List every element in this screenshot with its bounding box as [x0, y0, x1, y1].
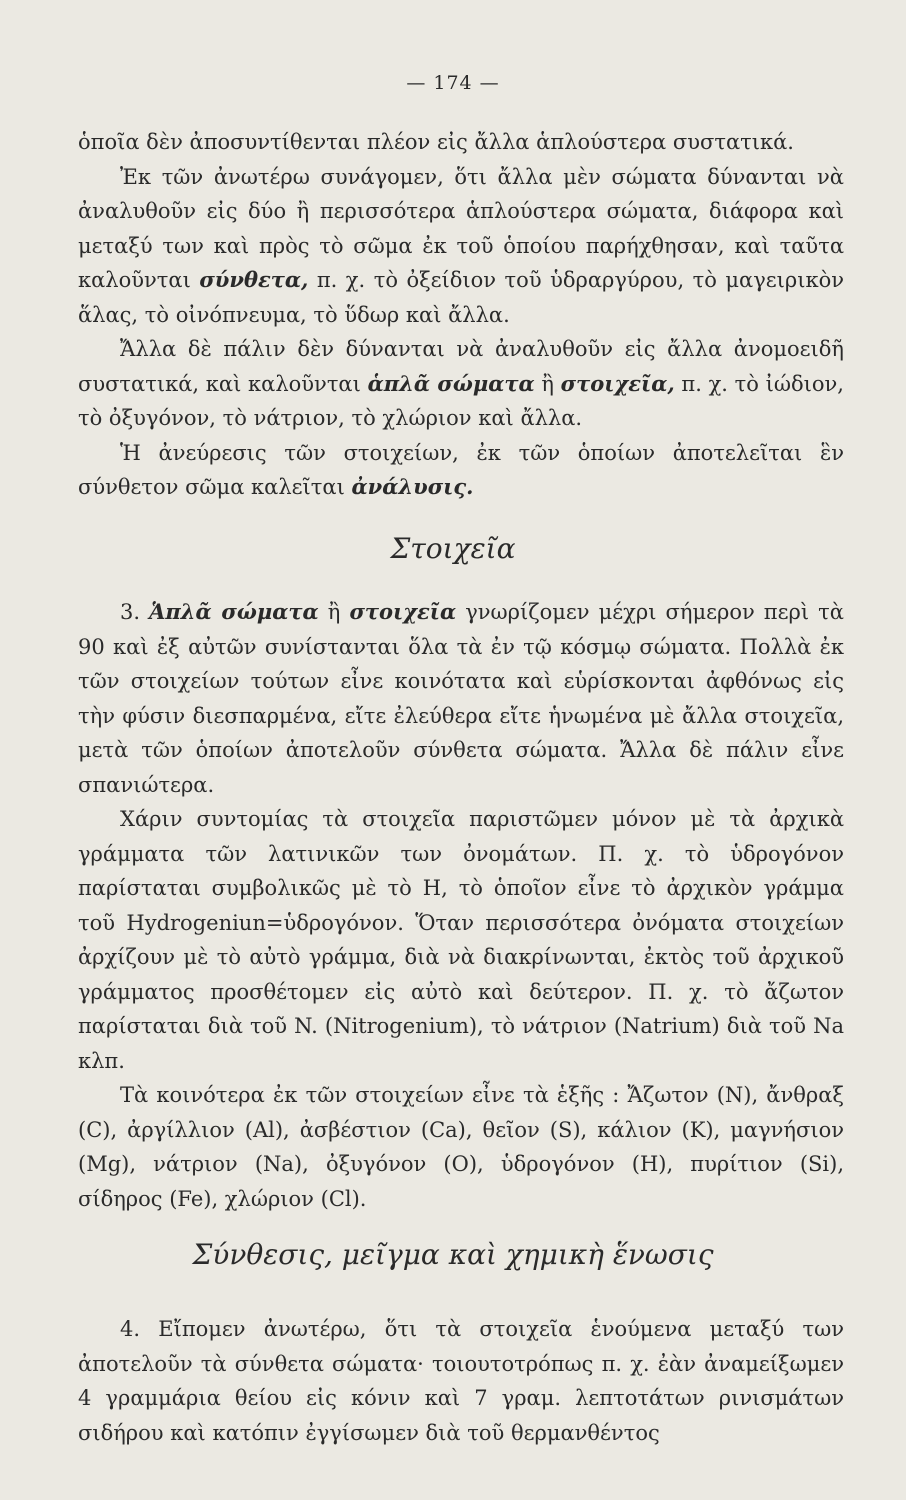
- paragraph: [78, 1312, 844, 1450]
- paragraph-text: π. χ. τὸ ἰώδιον, τὸ ὀξυγόνον, τὸ νάτριον, τὸ χλώριον καὶ ἄλλα.: [78, 371, 844, 430]
- paragraph: [78, 802, 844, 1078]
- paragraph: [78, 436, 844, 505]
- section-elements: [78, 595, 844, 1216]
- section-synthesis: [78, 1312, 844, 1450]
- paragraph-text: Ἄλλα δὲ πάλιν δὲν δύνανται νὰ ἀναλυθοῦν εἰς ἄλλα ἀνομοειδῆ συστατικά, καὶ καλοῦνται: [78, 337, 844, 396]
- paragraph-text: Τὰ κοινότερα ἐκ τῶν στοιχείων εἶνε τὰ ἑξῆς : Ἄζωτον (N), ἄνθραξ (C), ἀργίλλιον (Al), ἀσβέστιον (Ca), θεῖον (S), κάλιον (K), μαγνήσιον (Mg), νάτριον (Na), ὀξυγόνον (O), ὑδρογόνον (H), πυρίτιον (Si), σίδηρος (Fe), χλώριον (Cl).: [78, 1083, 844, 1211]
- term-simple-bodies: Ἁπλᾶ σώματα: [149, 599, 319, 624]
- section-heading: Στοιχεῖα: [390, 532, 516, 565]
- section-number: 3.: [120, 600, 141, 624]
- paragraph-text: ἢ: [327, 600, 341, 624]
- paragraph-text: ἢ: [541, 371, 554, 396]
- paragraph: [78, 160, 844, 333]
- paragraph-text: γνωρίζομεν μέχρι σήμερον περὶ τὰ 90 καὶ ἐξ αὐτῶν συνίστανται ὅλα τὰ ἐν τῷ κόσμῳ σώματα. Πολλὰ ἐκ τῶν στοιχείων τούτων εἶνε κοινότατα καὶ εὑρίσκονται ἀφθόνως εἰς τὴν φύσιν διεσπαρμένα, εἴτε ἐλεύθερα εἴτε ἡνωμένα μὲ ἄλλα στοιχεῖα, μετὰ τῶν ὁποίων ἀποτελοῦν σύνθετα σώματα. Ἄλλα δὲ πάλιν εἶνε σπανιώτερα.: [78, 600, 844, 797]
- term-simple-bodies: ἁπλᾶ σώματα: [367, 370, 535, 396]
- section-heading: Σύνθεσις, μεῖγμα καὶ χημικὴ ἕνωσις: [192, 1238, 714, 1271]
- section-intro: [78, 125, 844, 505]
- page-number: — 174 —: [406, 72, 500, 94]
- paragraph-text: ὁποῖα δὲν ἀποσυντίθενται πλέον εἰς ἄλλα ἁπλούστερα συστατικά.: [78, 130, 794, 154]
- paragraph: [78, 595, 844, 802]
- term-analysis: ἀνάλυσις.: [351, 474, 474, 499]
- paragraph-text: Ἡ ἀνεύρεσις τῶν στοιχείων, ἐκ τῶν ὁποίων ἀποτελεῖται ἓν σύνθετον σῶμα καλεῖται: [78, 440, 844, 499]
- paragraph: [78, 1078, 844, 1216]
- term-elements: στοιχεῖα: [349, 599, 457, 624]
- term-compound: σύνθετα,: [199, 267, 309, 292]
- paragraph-text: Ἐκ τῶν ἀνωτέρω συνάγομεν, ὅτι ἄλλα μὲν σώματα δύνανται νὰ ἀναλυθοῦν εἰς δύο ἢ περισσότερα ἁπλούστερα σώματα, διάφορα καὶ μεταξύ των καὶ πρὸς τὸ σῶμα ἐκ τοῦ ὁποίου παρήχθησαν, καὶ ταῦτα καλοῦνται: [78, 164, 844, 292]
- paragraph: [78, 125, 844, 160]
- paragraph-text: 4. Εἴπομεν ἀνωτέρω, ὅτι τὰ στοιχεῖα ἑνούμενα μεταξύ των ἀποτελοῦν τὰ σύνθετα σώματα· τοιουτοτρόπως π. χ. ἐὰν ἀναμείξωμεν 4 γραμμάρια θείου εἰς κόνιν καὶ 7 γραμ. λεπτοτάτων ρινισμάτων σιδήρου καὶ κατόπιν ἐγγίσωμεν διὰ τοῦ θερμανθέντος: [78, 1317, 844, 1445]
- term-elements: στοιχεῖα,: [560, 370, 675, 396]
- paragraph-text: π. χ. τὸ ὀξείδιον τοῦ ὑδραργύρου, τὸ μαγειρικὸν ἅλας, τὸ οἰνόπνευμα, τὸ ὕδωρ καὶ ἄλλα.: [78, 268, 844, 327]
- paragraph-text: Χάριν συντομίας τὰ στοιχεῖα παριστῶμεν μόνον μὲ τὰ ἀρχικὰ γράμματα τῶν λατινικῶν των ὀνομάτων. Π. χ. τὸ ὑδρογόνον παρίσταται συμβολικῶς μὲ τὸ H, τὸ ὁποῖον εἶνε τὸ ἀρχικὸν γράμμα τοῦ Hydrogeniun=ὑδρογόνον. Ὅταν περισσότερα ὀνόματα στοιχείων ἀρχίζουν μὲ τὸ αὐτὸ γράμμα, διὰ νὰ διακρίνωνται, ἐκτὸς τοῦ ἀρχικοῦ γράμματος προσθέτομεν εἰς αὐτὸ καὶ δεύτερον. Π. χ. τὸ ἄζωτον παρίσταται διὰ τοῦ N. (Nitrogenium), τὸ νάτριον (Natrium) διὰ τοῦ Na κλπ.: [78, 807, 844, 1073]
- paragraph: [78, 332, 844, 436]
